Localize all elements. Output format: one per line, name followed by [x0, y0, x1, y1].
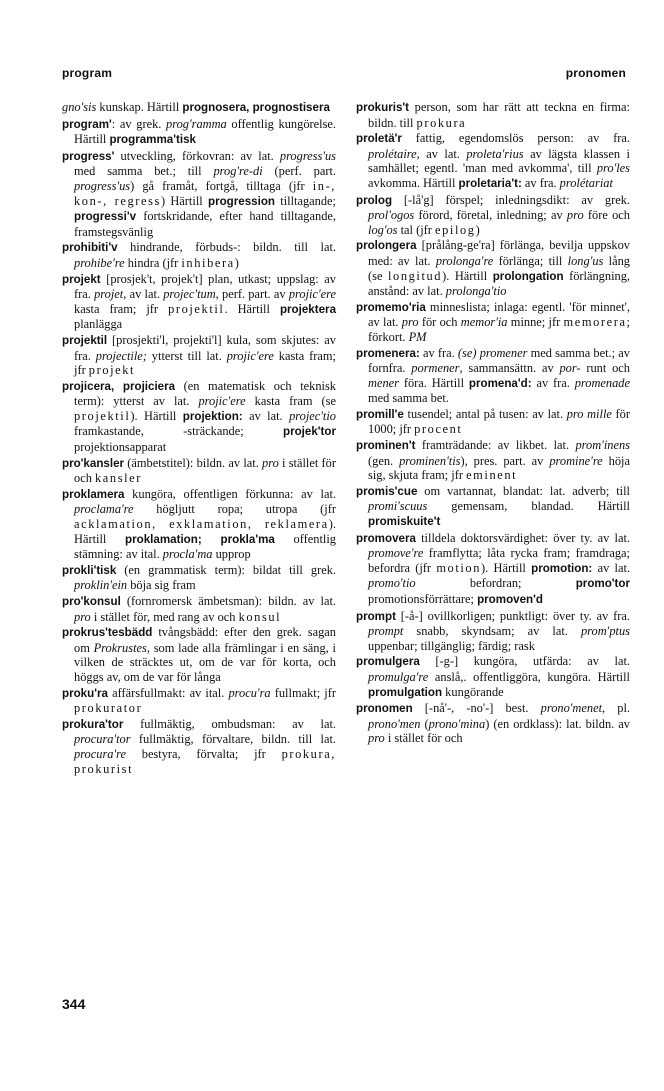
definition-text: kasta fram; jfr — [74, 301, 169, 316]
headword: pronomen — [356, 702, 413, 716]
definition-text: tal (jfr — [397, 222, 436, 237]
dictionary-entry — [62, 456, 336, 486]
definition-text: förord, företal, inledning; av — [414, 208, 567, 223]
definition-text: [-lå'g] förspel; inledningsdikt: av grek. — [392, 192, 630, 207]
etymon: prolétariat — [559, 175, 613, 190]
headword: prognosera, prognostisera — [182, 101, 330, 114]
dictionary-entry — [62, 100, 336, 116]
etymon: prolétaire — [368, 146, 417, 161]
definition-text: tilldela doktorsvärdighet: över ty. av lat. — [415, 530, 630, 545]
definition-text: befordran; — [415, 576, 576, 591]
definition-text: (ämbetstitel): bildn. av lat. — [124, 455, 263, 470]
headword: promo'tor — [575, 577, 630, 591]
headword: promiskuite't — [368, 515, 441, 529]
headword: proklamera — [62, 487, 125, 501]
etymon: pro — [566, 208, 584, 223]
definition-text: med samma bet.; av fornfra. — [368, 345, 630, 376]
etymon: gno'sis — [62, 100, 97, 114]
definition-text: (perf. part. — [262, 164, 336, 179]
definition-text: kunskap. Härtill — [96, 100, 183, 114]
dictionary-entry — [62, 117, 336, 148]
definition-text: högljutt ropa; utropa (jfr — [133, 502, 336, 517]
definition-text: ), pres. part. av — [460, 453, 550, 468]
definition-text: hindrande, förbuds-: bildn. till lat. — [117, 240, 336, 255]
definition-text: : av grek. — [111, 116, 167, 131]
headword: projektil — [62, 333, 108, 347]
page-number: 344 — [62, 996, 86, 1012]
cross-reference: procent — [414, 422, 463, 437]
dictionary-entry — [62, 272, 336, 332]
headword: promemo'ria — [356, 300, 426, 314]
dictionary-entry — [356, 609, 630, 654]
etymon: promenade — [574, 375, 630, 390]
dictionary-entry — [356, 407, 630, 437]
cross-reference: projektil — [168, 301, 225, 316]
headword: promenera: — [356, 346, 420, 360]
definition-text: avkomma. Härtill — [368, 175, 459, 190]
etymon: pro — [368, 731, 385, 746]
dictionary-entry — [356, 300, 630, 345]
etymon: prolonga'tio — [445, 284, 507, 299]
headword: proku'ra — [62, 686, 108, 700]
definition-text: ) Härtill — [160, 193, 208, 208]
etymon: long'us — [567, 253, 604, 268]
running-header-left: program — [62, 66, 113, 80]
headword: projek'tor — [282, 425, 336, 439]
definition-text: ; förkort. — [368, 315, 630, 344]
etymon: PM — [408, 329, 427, 344]
definition-text: kasta fram; jfr — [74, 348, 336, 378]
etymon: promi'scuus — [368, 499, 428, 514]
etymon: promine're — [549, 453, 603, 468]
etymon: promulga're — [368, 669, 429, 684]
dictionary-entry — [62, 686, 336, 716]
cross-reference: inhibera — [181, 255, 235, 270]
running-header-right: pronomen — [565, 66, 626, 80]
definition-text: utveckling, förkovran: av lat. — [114, 148, 280, 163]
definition-text: framträdande: av likbet. lat. — [415, 438, 576, 453]
definition-text: [prosjekti'l, projekti'l] kula, som skjutes: av fra. — [74, 332, 336, 363]
headword: progression — [207, 194, 275, 208]
dictionary-entry — [356, 131, 630, 191]
definition-text: , perf. part. av — [215, 287, 289, 302]
headword: progress' — [62, 149, 115, 163]
etymon: procura're — [74, 746, 126, 761]
definition-text: fullmäktig, ombudsman: av lat. — [123, 716, 336, 731]
etymon: log'os — [368, 222, 398, 237]
etymon: projic'ere — [226, 348, 274, 363]
definition-text: minneslista; inlaga: egentl. 'för minnet', av lat. — [368, 299, 630, 330]
definition-text: tvångsbädd: efter den grek. sagan om — [74, 625, 336, 655]
definition-text: av lat. — [242, 408, 290, 423]
definition-text: ) (en ordklass): lat. bildn. av — [485, 716, 630, 731]
headword: projektera — [279, 302, 337, 316]
definition-text: ( — [420, 716, 429, 731]
dictionary-entry — [62, 240, 336, 270]
headword: proklamation; prokla'ma — [125, 532, 275, 546]
definition-text: bestyra, förvalta; jfr — [125, 746, 282, 761]
cross-reference: epilog — [435, 222, 476, 237]
headword: promoven'd — [477, 593, 543, 606]
cross-reference: konsul — [238, 609, 282, 624]
definition-text: [-nå'-, -no'-] best. — [412, 701, 541, 716]
definition-text: fortskridande, efter hand tilltagande, framstegsvänlig — [74, 209, 336, 239]
definition-text: planlägga — [74, 317, 123, 332]
headword: promovera — [356, 531, 416, 545]
etymon: pormener — [411, 361, 460, 376]
definition-text: av lat. — [592, 560, 631, 575]
headword: proletä'r — [356, 132, 402, 146]
headword: prolongation — [492, 269, 564, 283]
right-column — [356, 100, 630, 747]
definition-text: person, som har rätt att teckna en firma: bildn. till — [368, 100, 630, 130]
etymon: procu'ra — [228, 685, 271, 700]
headword: programma'tisk — [109, 133, 196, 147]
definition-text: anslå,. offentliggöra, kungöra. Härtill — [428, 669, 630, 684]
headword: progressi'v — [74, 210, 137, 224]
definition-text: offentlig stämning: av ital. — [74, 531, 336, 562]
definition-text: upprop — [212, 547, 251, 562]
headword: promis'cue — [356, 484, 418, 498]
cross-reference: prokurator — [74, 701, 143, 716]
definition-text: förlänga; till — [493, 253, 568, 268]
etymon: prom'ptus — [580, 624, 630, 639]
headword: projicera, projiciera — [62, 379, 176, 393]
etymon: por- — [559, 361, 581, 376]
headword: promulgera — [356, 655, 420, 669]
definition-text: ytterst till lat. — [146, 348, 227, 363]
etymon: projic'ere — [288, 287, 336, 302]
definition-text: ). Härtill — [130, 408, 183, 423]
headword: promill'e — [356, 407, 404, 421]
dictionary-entry — [356, 100, 630, 130]
definition-text: , sammansättn. av — [459, 361, 560, 376]
etymon: promo'tio — [368, 576, 416, 591]
etymon: prog're-di — [213, 164, 263, 179]
definition-text: fattig, egendomslös person: av fra. — [401, 131, 630, 146]
definition-text: [-g-] kungöra, utfärda: av lat. — [419, 654, 630, 669]
etymon: memor'ia — [460, 315, 508, 330]
dictionary-entry — [62, 149, 336, 240]
definition-text: kasta fram (se — [245, 394, 336, 409]
etymon: projec'tio — [289, 408, 336, 423]
definition-text: gemensam, blandad. Härtill — [427, 499, 630, 514]
etymon: procura'tor — [74, 732, 131, 747]
cross-reference: projektil — [74, 408, 131, 423]
dictionary-entry — [62, 594, 336, 624]
definition-text: [prosjek't, projek't] plan, utkast; uppslag: av fra. — [74, 271, 336, 302]
definition-text: (en matematisk och teknisk term): ytterst av lat. — [74, 378, 336, 409]
definition-text: höja sig, skjuta fram; jfr — [368, 453, 630, 483]
etymon: projet — [94, 287, 124, 302]
headword: prokrus'tesbädd — [62, 626, 153, 640]
headword: promena'd: — [468, 376, 532, 390]
etymon: pro'les — [596, 161, 630, 176]
cross-reference: in-, kon-, regress — [74, 178, 336, 208]
definition-text: om vartannat, blandat: lat. adverb; till — [417, 483, 630, 498]
etymon: prolonga're — [435, 253, 494, 268]
definition-text: (fornromersk ämbetsman): bildn. av lat. — [120, 594, 336, 608]
dictionary-entry — [356, 701, 630, 746]
headword: promulgation — [368, 685, 443, 699]
headword: pro'kansler — [62, 456, 125, 470]
definition-text: föra. Härtill — [398, 375, 469, 390]
etymon: prom'inens — [575, 438, 630, 453]
etymon: (se) promener — [457, 345, 528, 360]
etymon: progress'us — [279, 148, 336, 163]
etymon: procla'ma — [162, 547, 213, 562]
etymon: prohibe're — [74, 255, 125, 270]
definition-text: affärsfullmakt: av ital. — [107, 685, 229, 700]
dictionary-entry — [356, 438, 630, 483]
definition-text: [prålång-ge'ra] förlänga, bevilja uppskov med: av lat. — [368, 238, 630, 268]
etymon: prol'ogos — [368, 208, 415, 223]
definition-text: offentlig kungörelse. Härtill — [74, 116, 336, 147]
headword: prompt — [356, 609, 396, 623]
definition-text: ). Härtill — [481, 560, 532, 575]
definition-text: , av lat. — [416, 146, 467, 161]
headword: prokuris't — [356, 101, 410, 114]
definition-text: ) — [475, 222, 480, 237]
etymon: pro mille — [566, 406, 612, 421]
definition-text: kungörande — [442, 684, 504, 699]
definition-text: av lägsta klassen i samhället; egentl. 'man med avkomma', till — [368, 146, 630, 176]
definition-text: med samma bet. — [368, 391, 449, 406]
definition-text: böja sig fram — [127, 578, 196, 593]
definition-text: ). Härtill — [442, 268, 493, 283]
definition-text: projektionsapparat — [74, 440, 167, 455]
definition-text: ). Härtill — [74, 517, 336, 546]
definition-text: , pl. — [602, 701, 630, 716]
cross-reference: acklamation, exklamation, reklamera — [74, 517, 329, 532]
cross-reference: eminent — [466, 468, 518, 483]
etymon: mener — [368, 375, 399, 390]
definition-text: tusendel; antal på tusen: av lat. — [403, 406, 567, 421]
definition-text: (en grammatisk term): bildat till grek. — [116, 562, 336, 577]
definition-text: före och — [583, 208, 630, 223]
headword: projektion: — [182, 409, 243, 423]
headword: promotion: — [531, 561, 593, 575]
cross-reference: prokura, prokurist — [74, 746, 336, 776]
definition-text: ) gå framåt, fortgå, tilltaga (jfr — [130, 178, 313, 193]
definition-text: promotionsförrättare; — [368, 592, 478, 606]
definition-text: med samma bet.; till — [74, 164, 214, 179]
dictionary-entry — [356, 531, 630, 608]
definition-text: . Härtill — [224, 301, 280, 316]
etymon: pro — [401, 315, 419, 330]
dictionary-entry — [356, 484, 630, 530]
definition-text: av fra. — [419, 345, 458, 360]
definition-text: fullmakt; jfr — [270, 685, 336, 700]
etymon: prompt — [368, 624, 404, 639]
left-column — [62, 100, 336, 777]
definition-text: för 1000; jfr — [368, 406, 630, 437]
dictionary-entry — [356, 654, 630, 700]
definition-text: i stället för och — [74, 455, 337, 486]
headword: prohibiti'v — [62, 241, 118, 255]
etymon: pro — [74, 609, 91, 624]
definition-text: snabb, skyndsam; av lat. — [403, 624, 581, 639]
etymon: Prokrustes — [93, 640, 147, 655]
etymon: proklin'ein — [74, 578, 128, 593]
definition-text: , som lade alla främlingar i en säng, i vilken de sträcktes ut, om de var för korta, och höggs av, om de var för långa — [74, 640, 336, 684]
etymon: promove're — [368, 546, 424, 561]
cross-reference: projekt — [88, 363, 136, 378]
definition-text: (gen. — [368, 453, 400, 468]
definition-text: lång (se — [368, 253, 630, 283]
etymon: prono'menet — [540, 701, 603, 716]
headword: prokli'tisk — [62, 563, 117, 577]
etymon: projec'tum — [163, 287, 216, 302]
definition-text: [-å-] ovillkorligen; punktligt: över ty. av fra. — [395, 608, 630, 623]
definition-text: framflytta; låta rycka fram; framdraga; befordra (jfr — [368, 546, 630, 575]
definition-text: i stället för och — [384, 731, 463, 746]
cross-reference: kansler — [95, 471, 142, 486]
definition-text: tilltagande; — [274, 193, 336, 208]
dictionary-entry — [62, 333, 336, 378]
etymon: proclama're — [74, 502, 134, 517]
definition-text: fullmäktig, förvaltare, bildn. till lat. — [130, 732, 336, 747]
cross-reference: motion — [436, 560, 482, 575]
etymon: projectile; — [95, 348, 147, 363]
headword: prolongera — [356, 239, 417, 253]
headword: projekt — [62, 272, 101, 286]
headword: prolog — [356, 193, 393, 207]
etymon: proleta'rius — [466, 146, 524, 161]
dictionary-entry — [356, 193, 630, 238]
definition-text: av fra. — [521, 175, 560, 190]
cross-reference: prokura — [416, 115, 467, 130]
etymon: pro — [262, 455, 279, 470]
dictionary-entry — [356, 238, 630, 298]
dictionary-entry — [62, 717, 336, 776]
definition-text: för och — [418, 315, 461, 330]
definition-text: ) — [234, 255, 239, 270]
definition-text: framkastande, -sträckande; — [74, 424, 283, 439]
definition-text: runt och — [580, 361, 631, 376]
etymon: projic'ere — [198, 394, 246, 409]
headword: prokura'tor — [62, 717, 124, 731]
headword: proletaria't: — [458, 176, 522, 190]
definition-text: minne; jfr — [507, 315, 564, 330]
etymon: prono'men — [368, 716, 421, 731]
cross-reference: memorera — [563, 315, 627, 330]
dictionary-entry — [62, 625, 336, 684]
definition-text: , av lat. — [123, 287, 164, 302]
headword: pro'konsul — [62, 595, 121, 608]
definition-text: av fra. — [531, 375, 575, 390]
dictionary-entry — [62, 563, 336, 593]
definition-text: uppenbar; tillgänglig; färdig; rask — [368, 638, 535, 653]
etymon: progress'us — [74, 178, 131, 193]
cross-reference: longitud — [387, 268, 443, 283]
definition-text: förlängning, anstånd: av lat. — [368, 268, 630, 299]
dictionary-entry — [62, 487, 336, 562]
definition-text: i stället för, med rang av och — [90, 609, 239, 624]
headword: prominen't — [356, 439, 416, 453]
etymon: prominen'tis — [399, 453, 461, 468]
etymon: prono'mina — [428, 716, 486, 731]
etymon: prog'ramma — [166, 116, 227, 131]
definition-text: kungöra, offentligen förkunna: av lat. — [124, 486, 336, 501]
headword: program' — [62, 117, 112, 131]
dictionary-entry — [62, 379, 336, 455]
dictionary-entry — [356, 346, 630, 406]
definition-text: hindra (jfr — [124, 255, 182, 270]
